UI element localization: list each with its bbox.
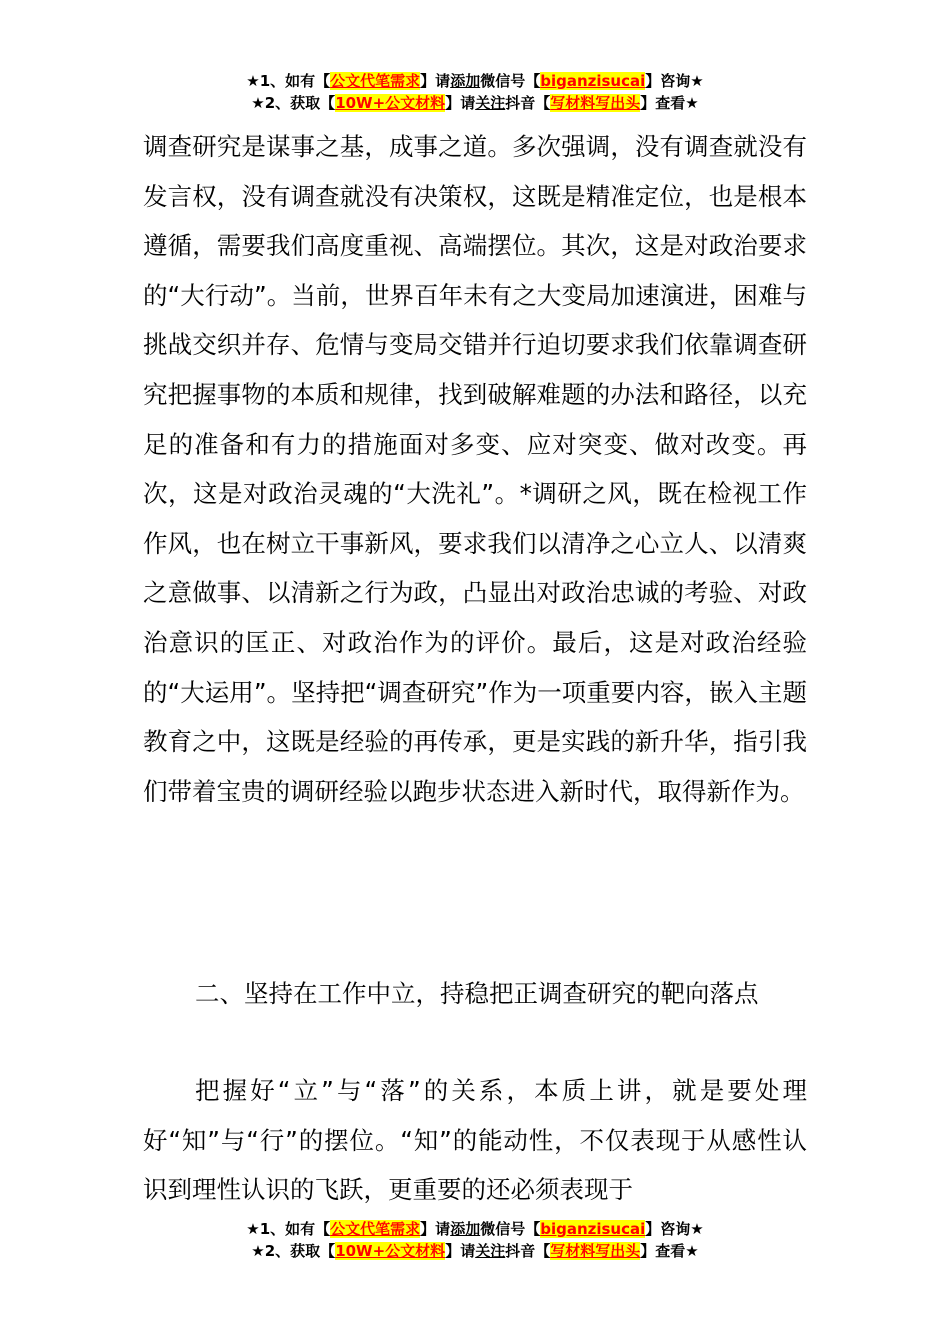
body-paragraph-1: 调查研究是谋事之基，成事之道。多次强调，没有调查就没有发言权，没有调查就没有决策权，这既是精准定位，也是根本遵循，需要我们高度重视、高端摆位。其次，这是对政治要求的“大行动”。当前，世界百年未有之大变局加速演进，困难与挑战交织并存、危情与变局交错并行迫切要求我们依靠调查研究把握事物的本质和规律，找到破解难题的办法和路径，以充足的准备和有力的措施面对多变、应对突变、做对改变。再次，这是对政治灵魂的“大洗礼”。*调研之风，既在检视工作作风，也在树立干事新风，要求我们以清净之心立人、以清爽之意做事、以清新之行为政，凸显出对政治忠诚的考验、对政治意识的匡正、对政治作为的评价。最后，这是对政治经验的“大运用”。坚持把“调查研究”作为一项重要内容，嵌入主题教育之中，这既是经验的再传承，更是实践的新升华，指引我们带着宝贵的调研经验以跑步状态进入新时代，取得新作为。 — [143, 132, 807, 806]
ad-banner-top — [0, 70, 950, 114]
ad-line-1: ★1、如有【公文代笔需求】请添加微信号【biganzisucai】咨询★ — [246, 72, 704, 90]
ad-line-2: ★2、获取【10W+公文材料】请关注抖音【写材料写出头】查看★ — [251, 1242, 699, 1260]
section-heading-2: 二、坚持在工作中立，持稳把正调查研究的靶向落点 — [195, 979, 759, 1008]
ad-line-1: ★1、如有【公文代笔需求】请添加微信号【biganzisucai】咨询★ — [246, 1220, 704, 1238]
ad-banner-bottom — [0, 1218, 950, 1262]
body-paragraph-2: 把握好“立”与“落”的关系，本质上讲，就是要处理好“知”与“行”的摆位。“知”的能动性，不仅表现于从感性认识到理性认识的飞跃，更重要的还必须表现于 — [143, 1076, 807, 1205]
ad-line-2: ★2、获取【10W+公文材料】请关注抖音【写材料写出头】查看★ — [251, 94, 699, 112]
